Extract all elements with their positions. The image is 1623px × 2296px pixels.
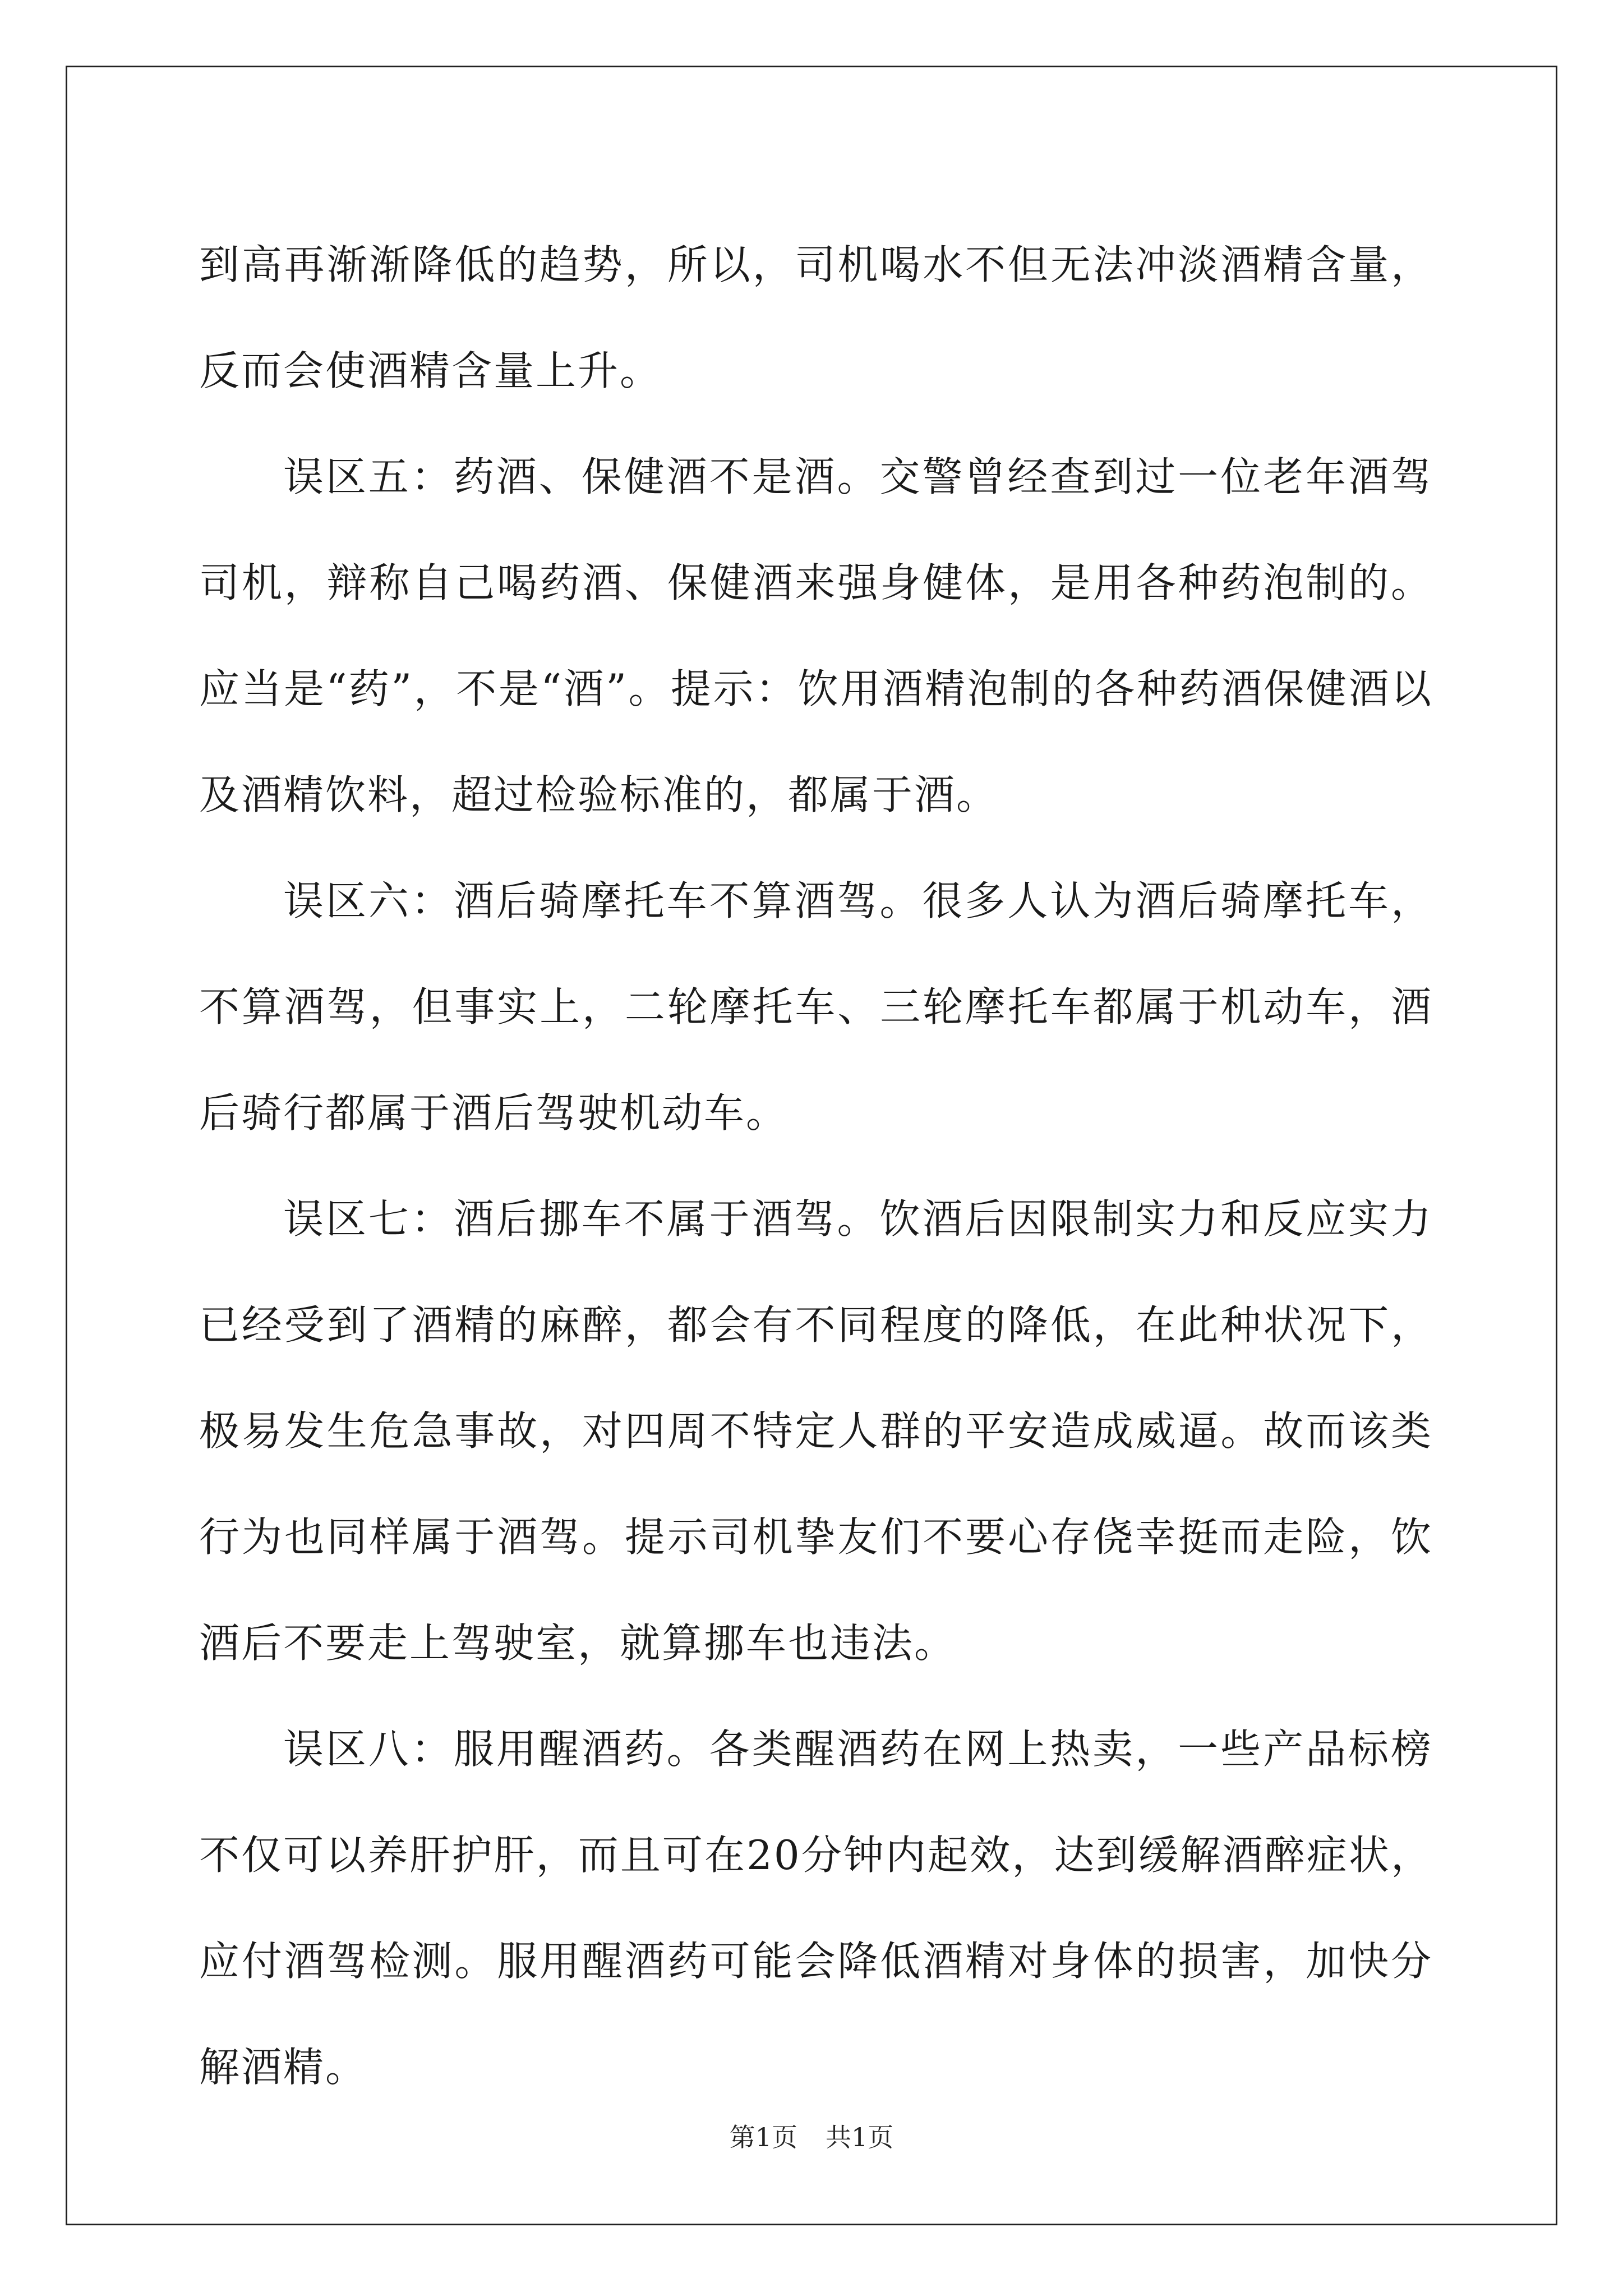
paragraph-myth-eight: 误区八：服用醒酒药。各类醒酒药在网上热卖，一些产品标榜不仅可以养肝护肝，而且可在20分钟内起效，达到缓解酒醉症状，应付酒驾检测。服用醒酒药可能会降低酒精对身体的损害，加快分解酒精。 (199, 1726, 1433, 2091)
page-number: 第1页 (729, 2122, 797, 2152)
paragraph-myth-five: 误区五：药酒、保健酒不是酒。交警曾经查到过一位老年酒驾司机，辩称自己喝药酒、保健酒来强身健体，是用各种药泡制的。应当是“药”，不是“酒”。提示：饮用酒精泡制的各种药酒保健酒以及酒精饮料，超过检验标准的，都属于酒。 (199, 453, 1433, 818)
page-total: 共1页 (826, 2122, 894, 2152)
paragraph-myth-seven: 误区七：酒后挪车不属于酒驾。饮酒后因限制实力和反应实力已经受到了酒精的麻醉，都会有不同程度的降低，在此种状况下，极易发生危急事故，对四周不特定人群的平安造成威逼。故而该类行为也同样属于酒驾。提示司机挚友们不要心存侥幸挺而走险，饮酒后不要走上驾驶室，就算挪车也违法。 (199, 1195, 1433, 1667)
paragraph-myth-six: 误区六：酒后骑摩托车不算酒驾。很多人认为酒后骑摩托车，不算酒驾，但事实上，二轮摩托车、三轮摩托车都属于机动车，酒后骑行都属于酒后驾驶机动车。 (199, 877, 1433, 1137)
paragraph-continuation: 到高再渐渐降低的趋势，所以，司机喝水不但无法冲淡酒精含量，反而会使酒精含量上升。 (199, 241, 1433, 394)
document-body (199, 212, 1433, 2120)
page-footer (0, 2120, 1623, 2154)
